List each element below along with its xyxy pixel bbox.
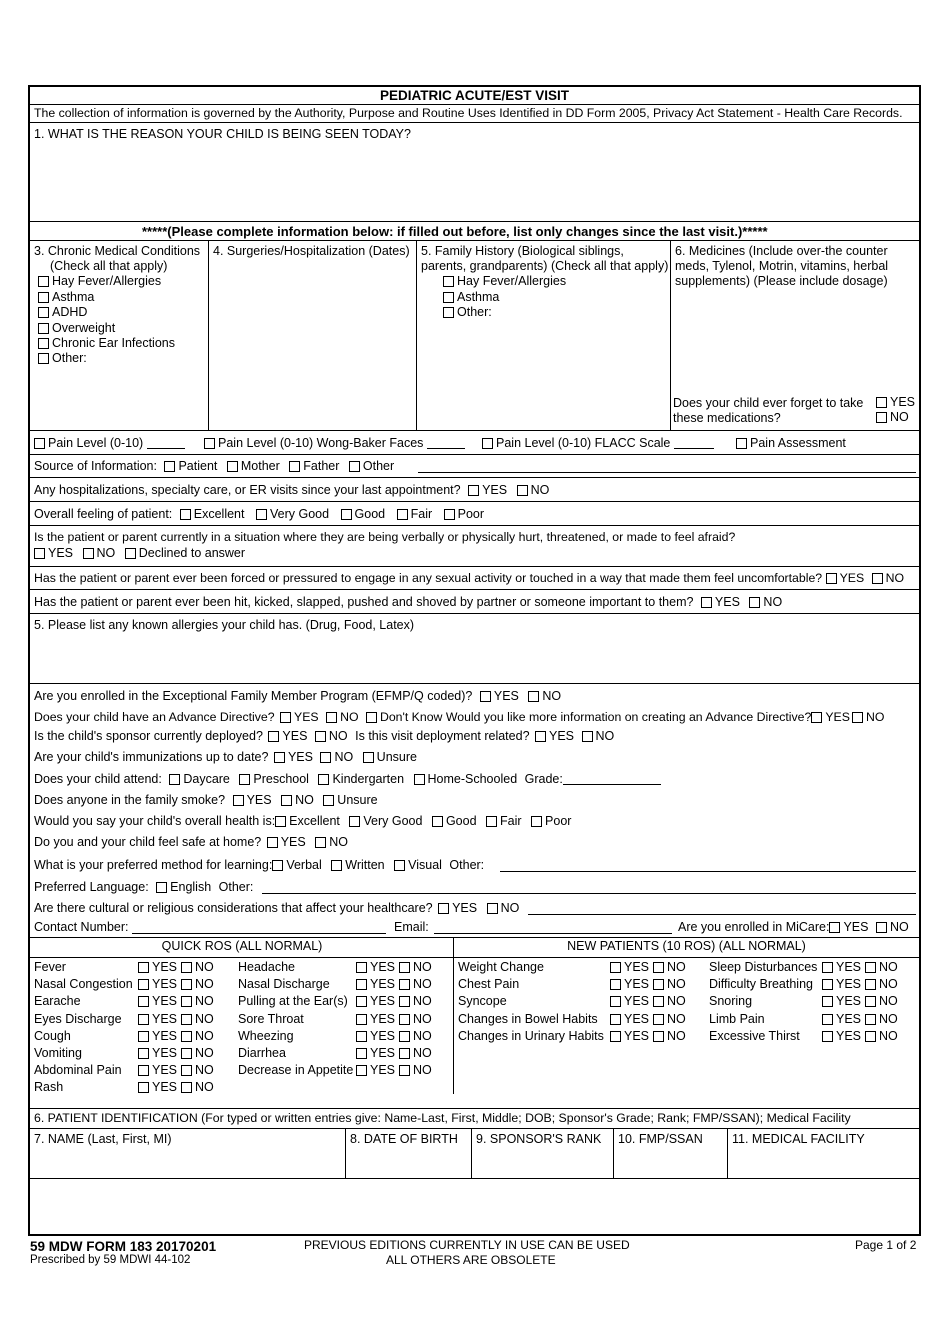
ros-yes-no[interactable]: YES NO — [610, 994, 686, 1009]
learning-other-line[interactable] — [500, 859, 916, 872]
cultural-question[interactable]: Are there cultural or religious considerations that affect your healthcare? YES NO — [34, 901, 520, 915]
checkbox[interactable] — [610, 996, 621, 1007]
checkbox[interactable] — [318, 774, 329, 785]
ros-item — [458, 960, 544, 975]
checkbox[interactable] — [414, 774, 425, 785]
checkbox[interactable] — [826, 573, 837, 584]
ros-item — [34, 1029, 71, 1044]
ros-item-label: Limb Pain — [709, 1011, 765, 1026]
facility-field[interactable] — [727, 1129, 919, 1178]
checkbox[interactable] — [181, 979, 192, 990]
checkbox[interactable] — [331, 860, 342, 871]
checkbox[interactable] — [749, 597, 760, 608]
checkbox[interactable] — [399, 1048, 410, 1059]
cultural-line[interactable] — [528, 902, 916, 915]
checkbox[interactable] — [181, 1031, 192, 1042]
checkbox[interactable] — [326, 712, 337, 723]
checkbox[interactable] — [323, 795, 334, 806]
history-row — [30, 241, 919, 431]
ros-item — [34, 994, 81, 1009]
surgeries-title: 4. Surgeries/Hospitalization (Dates) — [213, 244, 410, 258]
page-number: Page 1 of 2 — [855, 1238, 917, 1252]
ros-item — [709, 960, 817, 975]
ros-item-label: Syncope — [458, 994, 507, 1009]
checkbox[interactable] — [356, 1048, 367, 1059]
imprint-area[interactable] — [30, 1179, 919, 1234]
pain-assessment[interactable]: Pain Assessment — [736, 436, 846, 451]
overall-feeling[interactable]: Overall feeling of patient: Excellent Very Good Good Fair Poor — [34, 507, 485, 521]
ros-yes-no[interactable]: YES NO — [356, 1012, 432, 1027]
checkbox[interactable] — [256, 509, 267, 520]
ros-yes-no[interactable]: YES NO — [356, 977, 432, 992]
checkbox[interactable] — [480, 691, 491, 702]
checkbox[interactable] — [38, 353, 49, 364]
editions-notice: PREVIOUS EDITIONS CURRENTLY IN USE CAN BE USED — [304, 1238, 630, 1252]
abuse-question: Is the patient or parent currently in a situation where they are being verbally or physically hurt, threatened, or made to feel afraid? — [34, 530, 736, 544]
rank-field[interactable] — [471, 1129, 613, 1178]
checkbox[interactable] — [34, 548, 45, 559]
source-row — [30, 455, 919, 478]
checkbox[interactable] — [876, 412, 887, 423]
ros-item — [34, 1063, 122, 1078]
ros-item-label: Nasal Discharge — [238, 977, 330, 992]
checkbox[interactable] — [315, 731, 326, 742]
checkbox[interactable] — [289, 461, 300, 472]
checkbox[interactable] — [180, 509, 191, 520]
form-number: 59 MDW FORM 183 20170201 — [30, 1239, 217, 1254]
ros-item — [238, 1012, 304, 1027]
checkbox[interactable] — [610, 1014, 621, 1025]
checkbox[interactable] — [443, 307, 454, 318]
checkbox[interactable] — [653, 1031, 664, 1042]
ros-yes-no[interactable]: YES NO — [610, 1029, 686, 1044]
ros-item-label: Pulling at the Ear(s) — [238, 994, 348, 1009]
checkbox[interactable] — [125, 548, 136, 559]
ros-item — [709, 994, 752, 1009]
checkbox[interactable] — [736, 438, 747, 449]
abuse-answers[interactable]: YES NO Declined to answer — [34, 546, 245, 561]
reason-label: 1. WHAT IS THE REASON YOUR CHILD IS BEING SEEN TODAY? — [34, 127, 411, 141]
checkbox[interactable] — [204, 438, 215, 449]
medicines-title-2: meds, Tylenol, Motrin, vitamins, herbal — [675, 259, 889, 273]
abuse-row — [30, 526, 919, 567]
checkbox[interactable] — [865, 996, 876, 1007]
advance-directive-question[interactable]: Does your child have an Advance Directive? YES NO Don't Know Would you like more information on creating an Advance Directive? YES NO — [34, 710, 885, 724]
family-option[interactable]: Hay Fever/Allergies — [443, 274, 566, 289]
checkbox[interactable] — [482, 438, 493, 449]
checkbox[interactable] — [653, 979, 664, 990]
checkbox[interactable] — [822, 1031, 833, 1042]
ros-yes-no[interactable]: YES NO — [138, 1029, 214, 1044]
sexual-question[interactable]: Has the patient or parent ever been forced or pressured to engage in any sexual activity or touched in a way that made them feel uncomfortable? YES NO — [34, 571, 905, 585]
checkbox[interactable] — [138, 1065, 149, 1076]
checkbox[interactable] — [356, 1031, 367, 1042]
checkbox[interactable] — [138, 1048, 149, 1059]
form-body — [28, 85, 921, 1236]
checkbox[interactable] — [829, 922, 840, 933]
patient-id-row — [30, 1109, 919, 1129]
ros-item-label: Changes in Urinary Habits — [458, 1028, 604, 1043]
ros-item-label: Cough — [34, 1028, 71, 1043]
checkbox[interactable] — [399, 1065, 410, 1076]
form-title: PEDIATRIC ACUTE/EST VISIT — [379, 88, 569, 103]
ros-yes-no[interactable]: YES NO — [356, 1029, 432, 1044]
contact-number-line[interactable] — [132, 921, 386, 934]
checkbox[interactable] — [181, 962, 192, 973]
ros-item-label: Diarrhea — [238, 1046, 286, 1060]
ros-item-label: Earache — [34, 994, 81, 1009]
ros-item — [238, 960, 295, 975]
dob-field[interactable] — [345, 1129, 471, 1178]
ros-yes-no[interactable]: YES NO — [138, 1012, 214, 1027]
checkbox[interactable] — [138, 979, 149, 990]
checkbox[interactable] — [397, 509, 408, 520]
checkbox[interactable] — [275, 816, 286, 827]
ros-yes-no[interactable]: YES NO — [138, 960, 214, 975]
chronic-option[interactable]: ADHD — [38, 305, 87, 320]
forget-yes[interactable]: YES — [876, 395, 915, 410]
checkbox[interactable] — [181, 1082, 192, 1093]
chronic-subtitle: (Check all that apply) — [50, 259, 168, 273]
privacy-row — [30, 105, 919, 123]
ros-item — [458, 1029, 604, 1044]
fmp-label: 10. FMP/SSAN — [618, 1132, 703, 1146]
checkbox[interactable] — [239, 774, 250, 785]
checkbox[interactable] — [138, 996, 149, 1007]
checkbox[interactable] — [865, 1014, 876, 1025]
checkbox[interactable] — [399, 962, 410, 973]
medicines-title-3: supplements) (Please include dosage) — [675, 274, 888, 288]
family-history — [416, 241, 670, 430]
ros-yes-no[interactable]: YES NO — [822, 977, 898, 992]
dob-label: 8. DATE OF BIRTH — [350, 1132, 458, 1146]
checkbox[interactable] — [865, 962, 876, 973]
chronic-title: 3. Chronic Medical Conditions — [34, 244, 201, 258]
ros-yes-no[interactable]: YES NO — [138, 994, 214, 1009]
ros-item-label: Nasal Congestion — [34, 977, 133, 992]
title-row — [30, 87, 919, 105]
checkbox[interactable] — [38, 323, 49, 334]
checkbox[interactable] — [356, 1065, 367, 1076]
checkbox[interactable] — [399, 996, 410, 1007]
checkbox[interactable] — [399, 979, 410, 990]
checkbox[interactable] — [363, 752, 374, 763]
patient-fields-row — [30, 1129, 919, 1179]
reason-row[interactable] — [30, 123, 919, 222]
ros-item-label: Vomiting — [34, 1046, 82, 1060]
checkbox[interactable] — [181, 1014, 192, 1025]
micare-question[interactable]: Are you enrolled in MiCare: YES NO — [678, 920, 909, 934]
patient-id-label: 6. PATIENT IDENTIFICATION (For typed or written entries give: Name-Last, First, Middle; DOB; Sponsor's Grade; Rank; FMP/SSAN); Medical Facility — [34, 1111, 851, 1125]
ros-item — [34, 977, 133, 992]
checkbox[interactable] — [876, 922, 887, 933]
checkbox[interactable] — [138, 962, 149, 973]
checkbox[interactable] — [872, 573, 883, 584]
checkbox[interactable] — [653, 996, 664, 1007]
ros-item — [238, 1046, 286, 1061]
questions-block — [30, 684, 919, 938]
ros-item — [458, 994, 507, 1009]
checkbox[interactable] — [156, 882, 167, 893]
checkbox[interactable] — [468, 485, 479, 496]
ros-item — [34, 960, 66, 975]
checkbox[interactable] — [38, 338, 49, 349]
privacy-statement: The collection of information is governed by the Authority, Purpose and Routine Uses Identified in DD Form 2005, Privacy Act Statement - Health Care Records. — [34, 106, 903, 120]
checkbox[interactable] — [366, 712, 377, 723]
smoke-question[interactable]: Does anyone in the family smoke? YES NO Unsure — [34, 793, 378, 807]
ros-yes-no[interactable]: YES NO — [822, 1029, 898, 1044]
ros-item — [709, 1029, 800, 1044]
checkbox[interactable] — [399, 1031, 410, 1042]
surgeries[interactable] — [208, 241, 416, 430]
checkbox[interactable] — [822, 1014, 833, 1025]
checkbox[interactable] — [38, 307, 49, 318]
allergies-label: 5. Please list any known allergies your child has. (Drug, Food, Latex) — [34, 618, 415, 632]
ros-item-label: Snoring — [709, 994, 753, 1009]
ros-yes-no[interactable]: YES NO — [610, 960, 686, 975]
source-label: Source of Information: — [34, 459, 157, 473]
checkbox[interactable] — [181, 1048, 192, 1059]
name-field[interactable] — [30, 1129, 345, 1178]
ros-item — [238, 1063, 353, 1078]
checkbox[interactable] — [267, 837, 278, 848]
ros-yes-no[interactable]: YES NO — [822, 994, 898, 1009]
hit-row — [30, 590, 919, 614]
checkbox[interactable] — [34, 438, 45, 449]
ros-item-label: Sleep Disturbances — [709, 960, 818, 974]
checkbox[interactable] — [432, 816, 443, 827]
forget-question: Does your child ever forget to take — [673, 396, 864, 410]
obsolete-notice: ALL OTHERS ARE OBSOLETE — [386, 1253, 556, 1267]
ros-yes-no[interactable]: YES NO — [356, 1063, 432, 1078]
quick-ros-title: QUICK ROS (ALL NORMAL) — [161, 939, 323, 953]
checkbox[interactable] — [164, 461, 175, 472]
ros-yes-no[interactable]: YES NO — [610, 977, 686, 992]
rank-label: 9. SPONSOR'S RANK — [476, 1132, 602, 1146]
attendance-question[interactable]: Does your child attend: Daycare Preschool Kindergarten Home-Schooled Grade: — [34, 772, 661, 787]
ros-yes-no[interactable]: YES NO — [356, 994, 432, 1009]
language-question[interactable]: Preferred Language: English Other: — [34, 880, 254, 894]
checkbox[interactable] — [233, 795, 244, 806]
allergies-row[interactable] — [30, 614, 919, 684]
ros-item — [238, 977, 330, 992]
chronic-option[interactable]: Chronic Ear Infections — [38, 336, 175, 351]
chronic-option[interactable]: Other: — [38, 351, 87, 366]
checkbox[interactable] — [443, 276, 454, 287]
ros-item — [458, 1012, 598, 1027]
medicines[interactable] — [670, 241, 919, 430]
checkbox[interactable] — [610, 979, 621, 990]
fmp-field[interactable] — [613, 1129, 727, 1178]
ros-item — [34, 1012, 122, 1027]
ros-item — [458, 977, 519, 992]
checkbox[interactable] — [487, 903, 498, 914]
source-of-information[interactable]: Source of Information: Patient Mother Father Other — [34, 459, 395, 473]
checkbox[interactable] — [822, 962, 833, 973]
checkbox[interactable] — [349, 816, 360, 827]
sexual-row — [30, 567, 919, 590]
checkbox[interactable] — [811, 712, 822, 723]
pain-level[interactable]: Pain Level (0-10) — [34, 436, 185, 451]
family-subtitle: parents, grandparents) (Check all that apply) — [421, 259, 669, 273]
checkbox[interactable] — [138, 1031, 149, 1042]
facility-label: 11. MEDICAL FACILITY — [732, 1132, 865, 1146]
instruction-row — [30, 222, 919, 241]
ros-yes-no[interactable]: YES NO — [822, 960, 898, 975]
hosp-row — [30, 478, 919, 502]
ros-item — [34, 1046, 82, 1061]
hospitalizations-question[interactable]: Any hospitalizations, specialty care, or ER visits since your last appointment? YES NO — [34, 483, 550, 497]
ros-item — [238, 1029, 294, 1044]
new-ros-title: NEW PATIENTS (10 ROS) (ALL NORMAL) — [567, 939, 806, 953]
checkbox[interactable] — [486, 816, 497, 827]
name-label: 7. NAME (Last, First, MI) — [34, 1132, 172, 1146]
overall-health-question[interactable]: Would you say your child's overall health is: Excellent Very Good Good Fair Poor — [34, 814, 572, 828]
deployment-question[interactable]: Is the child's sponsor currently deployed? YES NO Is this visit deployment related? YES NO — [34, 729, 615, 743]
ros-item-label: Difficulty Breathing — [709, 977, 813, 992]
family-title: 5. Family History (Biological siblings, — [421, 244, 624, 258]
ros-yes-no[interactable]: YES NO — [138, 1046, 214, 1061]
chronic-conditions — [30, 241, 208, 430]
checkbox[interactable] — [38, 276, 49, 287]
checkbox[interactable] — [822, 996, 833, 1007]
ros-yes-no[interactable]: YES NO — [822, 1012, 898, 1027]
ros-item-label: Fever — [34, 960, 66, 974]
checkbox[interactable] — [653, 1014, 664, 1025]
ros-yes-no[interactable]: YES NO — [138, 1080, 214, 1095]
checkbox[interactable] — [438, 903, 449, 914]
feeling-row — [30, 502, 919, 526]
ros-yes-no[interactable]: YES NO — [138, 1063, 214, 1078]
checkbox[interactable] — [653, 962, 664, 973]
checkbox[interactable] — [535, 731, 546, 742]
checkbox[interactable] — [582, 731, 593, 742]
checkbox[interactable] — [852, 712, 863, 723]
checkbox[interactable] — [280, 712, 291, 723]
checkbox[interactable] — [38, 292, 49, 303]
grade-line[interactable] — [563, 772, 661, 785]
forget-no[interactable]: NO — [876, 410, 909, 425]
source-line[interactable] — [418, 460, 916, 473]
ros-item-label: Abdominal Pain — [34, 1063, 122, 1078]
checkbox[interactable] — [876, 397, 887, 408]
chronic-option[interactable]: Hay Fever/Allergies — [38, 274, 161, 289]
pain-flacc[interactable]: Pain Level (0-10) FLACC Scale — [482, 436, 714, 451]
forget-question-2: these medications? — [673, 411, 781, 425]
ros-item-label: Rash — [34, 1080, 64, 1095]
checkbox[interactable] — [865, 1031, 876, 1042]
checkbox[interactable] — [531, 816, 542, 827]
checkbox[interactable] — [281, 795, 292, 806]
checkbox[interactable] — [610, 1031, 621, 1042]
family-option[interactable]: Asthma — [443, 290, 499, 305]
family-option[interactable]: Other: — [443, 305, 492, 320]
checkbox[interactable] — [822, 979, 833, 990]
ros-item-label: Sore Throat — [238, 1011, 304, 1026]
checkbox[interactable] — [356, 979, 367, 990]
ros-item — [709, 1012, 765, 1027]
pain-row — [30, 431, 919, 455]
checkbox[interactable] — [394, 860, 405, 871]
checkbox[interactable] — [399, 1014, 410, 1025]
checkbox[interactable] — [349, 461, 360, 472]
checkbox[interactable] — [517, 485, 528, 496]
ros-yes-no[interactable]: YES NO — [610, 1012, 686, 1027]
email-line[interactable] — [434, 921, 672, 934]
checkbox[interactable] — [528, 691, 539, 702]
checkbox[interactable] — [341, 509, 352, 520]
ros-item-label: Chest Pain — [458, 977, 520, 992]
language-other-line[interactable] — [262, 881, 916, 894]
checkbox[interactable] — [356, 962, 367, 973]
ros-block — [30, 938, 919, 1109]
ros-item — [238, 994, 348, 1009]
checkbox[interactable] — [274, 752, 285, 763]
ros-item — [709, 977, 813, 992]
checkbox[interactable] — [138, 1082, 149, 1093]
ros-item-label: Headache — [238, 960, 295, 974]
ros-item-label: Eyes Discharge — [34, 1011, 122, 1026]
contact-label: Contact Number: — [34, 920, 129, 934]
checkbox[interactable] — [268, 731, 279, 742]
checkbox[interactable] — [320, 752, 331, 763]
prescribed-by: Prescribed by 59 MDWI 44-102 — [30, 1254, 191, 1266]
efmp-question[interactable]: Are you enrolled in the Exceptional Family Member Program (EFMP/Q coded)? YES NO — [34, 689, 562, 703]
immunizations-question[interactable]: Are your child's immunizations up to date? YES NO Unsure — [34, 750, 417, 764]
checkbox[interactable] — [610, 962, 621, 973]
checkbox[interactable] — [272, 860, 283, 871]
checkbox[interactable] — [181, 1065, 192, 1076]
checkbox[interactable] — [181, 996, 192, 1007]
chronic-option[interactable]: Asthma — [38, 290, 94, 305]
checkbox[interactable] — [315, 837, 326, 848]
ros-yes-no[interactable]: YES NO — [138, 977, 214, 992]
checkbox[interactable] — [444, 509, 455, 520]
hit-question[interactable]: Has the patient or parent ever been hit, kicked, slapped, pushed and shoved by partner or someone important to them? YES NO — [34, 595, 783, 609]
checkbox[interactable] — [443, 292, 454, 303]
email-label: Email: — [394, 920, 429, 934]
chronic-option[interactable]: Overweight — [38, 321, 115, 336]
medicines-title: 6. Medicines (Include over-the counter — [675, 244, 888, 258]
checkbox[interactable] — [83, 548, 94, 559]
checkbox[interactable] — [138, 1014, 149, 1025]
instruction-text: *****(Please complete information below: if filled out before, list only changes since the last visit.)***** — [142, 224, 768, 239]
safe-question[interactable]: Do you and your child feel safe at home? YES NO — [34, 835, 348, 849]
checkbox[interactable] — [865, 979, 876, 990]
checkbox[interactable] — [356, 1014, 367, 1025]
pain-wong-baker[interactable]: Pain Level (0-10) Wong-Baker Faces — [204, 436, 465, 451]
ros-item — [34, 1080, 63, 1095]
ros-item-label: Changes in Bowel Habits — [458, 1011, 598, 1026]
checkbox[interactable] — [227, 461, 238, 472]
ros-yes-no[interactable]: YES NO — [356, 960, 432, 975]
checkbox[interactable] — [701, 597, 712, 608]
ros-item-label: Wheezing — [238, 1028, 294, 1043]
ros-item-label: Weight Change — [458, 960, 544, 974]
checkbox[interactable] — [169, 774, 180, 785]
checkbox[interactable] — [356, 996, 367, 1007]
ros-yes-no[interactable]: YES NO — [356, 1046, 432, 1061]
ros-item-label: Decrease in Appetite — [238, 1063, 354, 1078]
learning-question[interactable]: What is your preferred method for learning: Verbal Written Visual Other: — [34, 858, 485, 872]
ros-item-label: Excessive Thirst — [709, 1028, 800, 1043]
